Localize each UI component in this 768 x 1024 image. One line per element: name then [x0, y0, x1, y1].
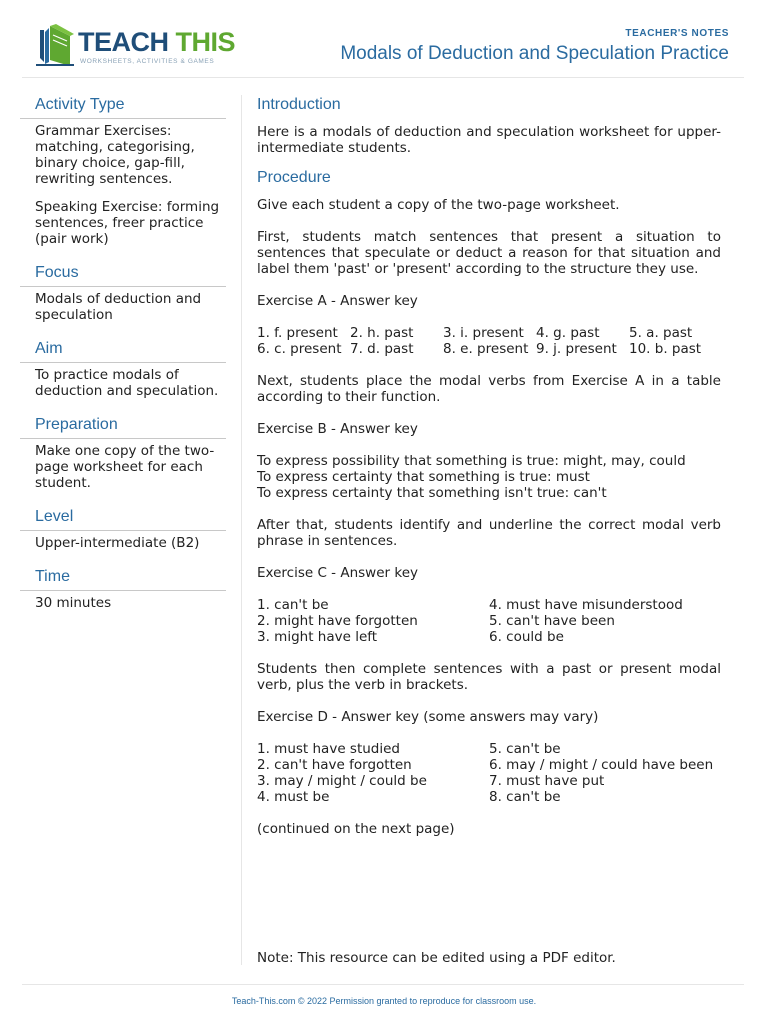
sidebar-text: 30 minutes [35, 595, 112, 611]
sidebar-body [20, 531, 226, 551]
page-header [0, 0, 768, 78]
exercise-a-title: Exercise A - Answer key [257, 293, 418, 309]
introduction-text: Here is a modals of deduction and speculation worksheet for upper-intermediate students. [257, 124, 721, 156]
sidebar-heading: Preparation [20, 413, 226, 439]
answer-item: 6. could be [489, 629, 564, 645]
answer-item: 7. d. past [350, 341, 414, 357]
answer-item: 3. might have left [257, 629, 378, 645]
answer-row [257, 613, 721, 629]
sidebar-body [20, 591, 226, 611]
answer-item: 6. may / might / could have been [489, 757, 714, 773]
logo-tagline: WORKSHEETS, ACTIVITIES & GAMES [80, 58, 215, 65]
answer-line: To express certainty that something is true: must [257, 469, 590, 485]
exercise-a-answers [257, 325, 721, 357]
sidebar-text: Grammar Exercises: matching, categorising, binary choice, gap-fill, rewriting sentences. [35, 123, 195, 187]
sidebar-text: Make one copy of the two-page worksheet for each student. [35, 443, 215, 491]
answer-item: 4. g. past [536, 325, 600, 341]
sidebar-heading: Focus [20, 261, 226, 287]
sidebar [20, 93, 226, 625]
exercise-b-title: Exercise B - Answer key [257, 421, 418, 437]
answer-item: 2. can't have forgotten [257, 757, 412, 773]
sidebar-heading: Level [20, 505, 226, 531]
answer-row [257, 773, 721, 789]
procedure-step-1: Give each student a copy of the two-page worksheet. [257, 197, 620, 213]
answer-item: 4. must have misunderstood [489, 597, 683, 613]
teach-this-logo [36, 24, 236, 70]
procedure-step-3: Next, students place the modal verbs from Exercise A in a table according to their function. [257, 373, 721, 405]
answer-item: 1. f. present [257, 325, 338, 341]
answer-row [257, 597, 721, 613]
answer-item: 6. c. present [257, 341, 342, 357]
answer-item: 1. must have studied [257, 741, 400, 757]
main-content [257, 95, 721, 853]
answer-line: To express possibility that something is true: might, may, could [257, 453, 686, 469]
sidebar-section [20, 505, 226, 551]
answer-item: 4. must be [257, 789, 330, 805]
answer-item: 5. can't be [489, 741, 561, 757]
answer-item: 5. a. past [629, 325, 693, 341]
answer-item: 3. may / might / could be [257, 773, 427, 789]
sidebar-section [20, 565, 226, 611]
answer-item: 1. can't be [257, 597, 329, 613]
answer-item: 7. must have put [489, 773, 605, 789]
exercise-d-answers [257, 741, 721, 805]
sidebar-body [20, 119, 226, 247]
sidebar-section [20, 261, 226, 323]
sidebar-text: Speaking Exercise: forming sentences, freer practice (pair work) [35, 199, 220, 247]
sidebar-heading: Time [20, 565, 226, 591]
procedure-step-2: First, students match sentences that present a situation to sentences that speculate or deduct a reason for that situation and label them 'past' or 'present' according to the structure they use. [257, 229, 721, 277]
answer-line: To express certainty that something isn't true: can't [257, 485, 607, 501]
procedure-heading: Procedure [257, 169, 331, 186]
answer-item: 8. e. present [443, 341, 529, 357]
answer-item: 9. j. present [536, 341, 617, 357]
teachers-notes-label: TEACHER'S NOTES [625, 28, 729, 39]
answer-row [257, 789, 721, 805]
sidebar-body [20, 439, 226, 491]
sidebar-text: Upper-intermediate (B2) [35, 535, 200, 551]
procedure-step-4: After that, students identify and underline the correct modal verb phrase in sentences. [257, 517, 721, 549]
sidebar-body [20, 287, 226, 323]
pdf-editor-note: Note: This resource can be edited using a PDF editor. [257, 950, 616, 966]
footer-divider [22, 984, 744, 985]
exercise-b-answers [257, 453, 721, 501]
exercise-c-answers [257, 597, 721, 645]
answer-row [257, 741, 721, 757]
sidebar-text: To practice modals of deduction and speculation. [35, 367, 219, 399]
sidebar-section [20, 337, 226, 399]
sidebar-body [20, 363, 226, 399]
book-icon [36, 24, 78, 68]
sidebar-heading: Activity Type [20, 93, 226, 119]
sidebar-section [20, 413, 226, 491]
answer-item: 5. can't have been [489, 613, 615, 629]
sidebar-section [20, 93, 226, 247]
answer-item: 10. b. past [629, 341, 702, 357]
page-title: Modals of Deduction and Speculation Practice [340, 43, 729, 64]
answer-row [257, 341, 721, 357]
answer-item: 3. i. present [443, 325, 524, 341]
answer-item: 2. might have forgotten [257, 613, 418, 629]
answer-row [257, 629, 721, 645]
answer-row [257, 325, 721, 341]
procedure-step-5: Students then complete sentences with a past or present modal verb, plus the verb in brackets. [257, 661, 721, 693]
answer-item: 2. h. past [350, 325, 414, 341]
introduction-heading: Introduction [257, 96, 341, 113]
answer-row [257, 757, 721, 773]
column-divider [241, 95, 242, 965]
logo-wordmark: TEACH THIS [78, 27, 236, 57]
continued-note: (continued on the next page) [257, 821, 455, 837]
header-divider [22, 77, 744, 78]
exercise-d-title: Exercise D - Answer key (some answers may vary) [257, 709, 599, 725]
footer-copyright: Teach-This.com © 2022 Permission granted to reproduce for classroom use. [231, 996, 537, 1006]
sidebar-heading: Aim [20, 337, 226, 363]
sidebar-text: Modals of deduction and speculation [35, 291, 202, 323]
answer-item: 8. can't be [489, 789, 561, 805]
exercise-c-title: Exercise C - Answer key [257, 565, 418, 581]
